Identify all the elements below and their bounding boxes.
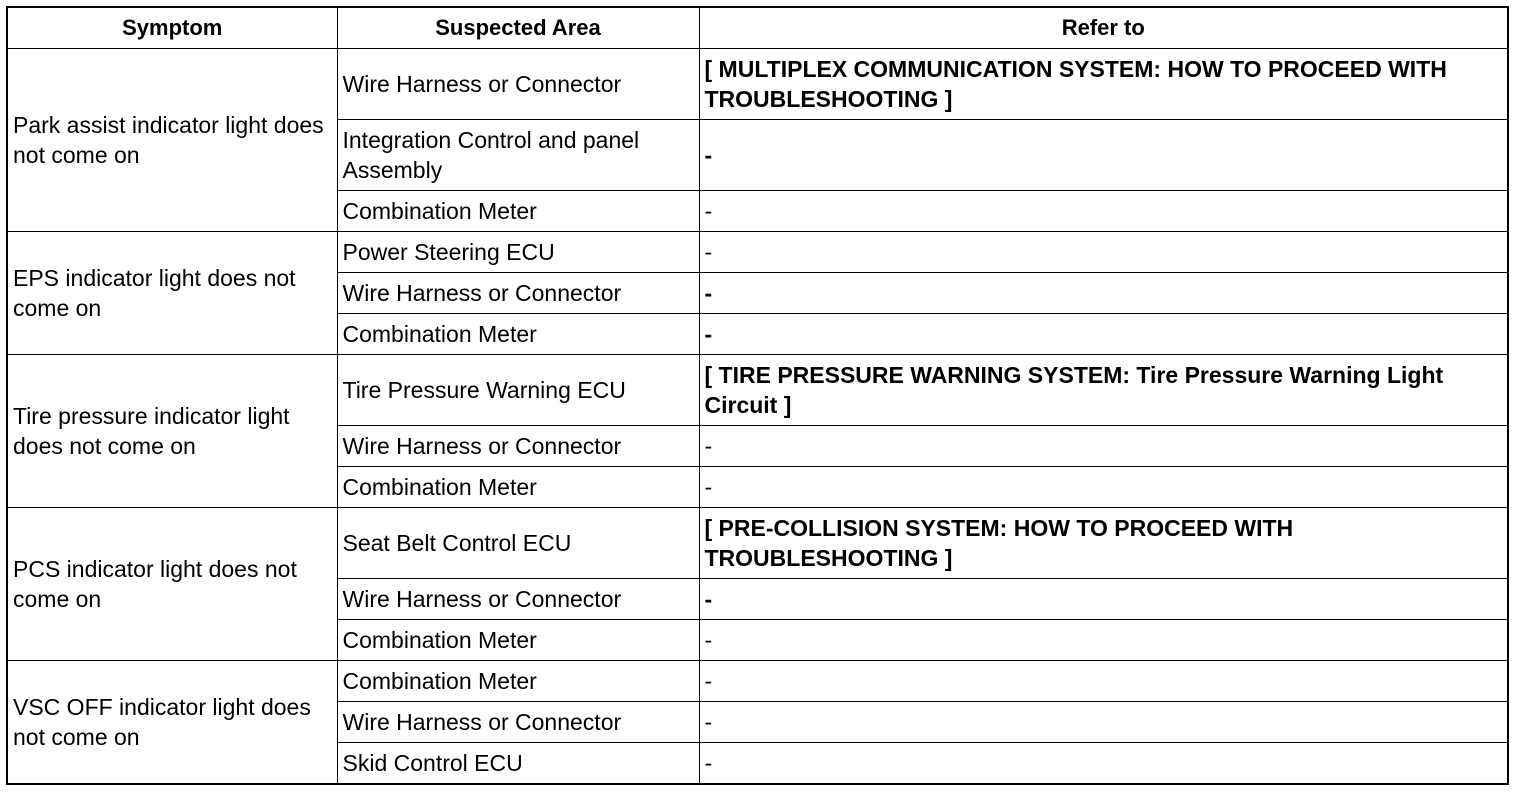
suspected-area-cell: Combination Meter — [337, 191, 699, 232]
table-row — [7, 355, 1508, 426]
symptom-cell: Tire pressure indicator light does not come on — [7, 355, 337, 508]
refer-to-cell: [ PRE-COLLISION SYSTEM: HOW TO PROCEED WITH TROUBLESHOOTING ] — [699, 508, 1508, 579]
symptom-cell: EPS indicator light does not come on — [7, 232, 337, 355]
suspected-area-cell: Wire Harness or Connector — [337, 579, 699, 620]
suspected-area-cell: Wire Harness or Connector — [337, 702, 699, 743]
suspected-area-cell: Wire Harness or Connector — [337, 273, 699, 314]
header-suspected-area: Suspected Area — [337, 7, 699, 49]
suspected-area-cell: Combination Meter — [337, 661, 699, 702]
suspected-area-cell: Wire Harness or Connector — [337, 426, 699, 467]
suspected-area-cell: Skid Control ECU — [337, 743, 699, 785]
symptom-cell: PCS indicator light does not come on — [7, 508, 337, 661]
table-row — [7, 49, 1508, 120]
table-row — [7, 232, 1508, 273]
suspected-area-cell: Seat Belt Control ECU — [337, 508, 699, 579]
refer-to-cell: - — [699, 579, 1508, 620]
suspected-area-cell: Wire Harness or Connector — [337, 49, 699, 120]
refer-to-cell: - — [699, 467, 1508, 508]
header-symptom: Symptom — [7, 7, 337, 49]
suspected-area-cell: Combination Meter — [337, 467, 699, 508]
refer-to-cell: - — [699, 426, 1508, 467]
refer-to-cell: - — [699, 314, 1508, 355]
refer-to-cell: - — [699, 620, 1508, 661]
symptom-cell: Park assist indicator light does not come on — [7, 49, 337, 232]
suspected-area-cell: Tire Pressure Warning ECU — [337, 355, 699, 426]
troubleshooting-table — [6, 6, 1509, 785]
refer-to-cell: - — [699, 743, 1508, 785]
suspected-area-cell: Combination Meter — [337, 314, 699, 355]
refer-to-cell: [ MULTIPLEX COMMUNICATION SYSTEM: HOW TO PROCEED WITH TROUBLESHOOTING ] — [699, 49, 1508, 120]
symptom-cell: VSC OFF indicator light does not come on — [7, 661, 337, 785]
table-row — [7, 661, 1508, 702]
header-row — [7, 7, 1508, 49]
header-refer-to: Refer to — [699, 7, 1508, 49]
suspected-area-cell: Integration Control and panel Assembly — [337, 120, 699, 191]
refer-to-cell: - — [699, 191, 1508, 232]
refer-to-cell: - — [699, 232, 1508, 273]
refer-to-cell: - — [699, 273, 1508, 314]
suspected-area-cell: Combination Meter — [337, 620, 699, 661]
table-row — [7, 508, 1508, 579]
refer-to-cell: - — [699, 120, 1508, 191]
suspected-area-cell: Power Steering ECU — [337, 232, 699, 273]
refer-to-cell: - — [699, 702, 1508, 743]
refer-to-cell: - — [699, 661, 1508, 702]
refer-to-cell: [ TIRE PRESSURE WARNING SYSTEM: Tire Pressure Warning Light Circuit ] — [699, 355, 1508, 426]
